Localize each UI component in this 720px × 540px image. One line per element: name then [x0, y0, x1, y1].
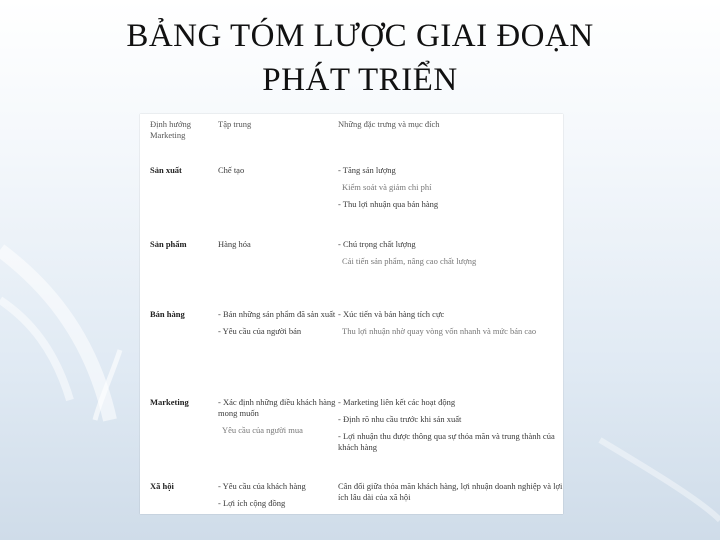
table-row — [140, 165, 563, 239]
feature-item: - Chú trọng chất lượng — [338, 239, 416, 249]
slide-title — [0, 14, 720, 102]
table-row — [140, 481, 563, 521]
title-line-2: PHÁT TRIỂN — [262, 62, 458, 98]
table-header-row — [140, 114, 563, 165]
row-features — [338, 397, 563, 481]
table-row — [140, 397, 563, 481]
focus-item: Yêu cầu của người mua — [222, 425, 303, 435]
feature-item: Kiểm soát và giảm chi phí — [342, 182, 432, 192]
table-row — [140, 309, 563, 397]
row-focus — [218, 397, 338, 481]
feature-item: - Thu lợi nhuận qua bán hàng — [338, 199, 439, 209]
row-focus — [218, 481, 338, 521]
feature-item: Thu lợi nhuận nhờ quay vòng vốn nhanh và mức bán cao — [342, 326, 537, 336]
summary-table — [140, 114, 563, 521]
focus-item: Hàng hóa — [218, 239, 251, 249]
header-orientation: Định hướng Marketing — [150, 119, 191, 140]
feature-item: - Tăng sản lượng — [338, 165, 396, 175]
focus-item: Chế tạo — [218, 165, 245, 175]
feature-item: - Định rõ nhu cầu trước khi sản xuất — [338, 414, 462, 424]
focus-item: - Yêu cầu của người bán — [218, 326, 302, 336]
row-category: Marketing — [150, 397, 189, 407]
row-features — [338, 481, 563, 521]
focus-item: - Lợi ích cộng đồng — [218, 498, 286, 508]
focus-item: - Bán những sản phẩm đã sản xuất — [218, 309, 336, 319]
row-category: Bán hàng — [150, 309, 185, 319]
row-features — [338, 309, 563, 397]
row-features — [338, 165, 563, 239]
row-focus — [218, 239, 338, 309]
focus-item: - Xác định những điều khách hàng mong muốn — [218, 397, 336, 418]
row-focus — [218, 309, 338, 397]
focus-item: - Yêu cầu của khách hàng — [218, 481, 306, 491]
feature-item: - Marketing liên kết các hoạt động — [338, 397, 456, 407]
feature-item: - Lợi nhuận thu được thông qua sự thỏa mãn và trung thành của khách hàng — [338, 431, 555, 452]
row-category: Sản phẩm — [150, 239, 187, 249]
feature-item: Cân đối giữa thỏa mãn khách hàng, lợi nhuận doanh nghiệp và lợi ích lâu dài của xã hội — [338, 481, 563, 502]
title-line-1: BẢNG TÓM LƯỢC GIAI ĐOẠN — [126, 18, 594, 54]
row-category: Xã hội — [150, 481, 174, 491]
table-row — [140, 239, 563, 309]
row-focus — [218, 165, 338, 239]
feature-item: - Xúc tiến và bán hàng tích cực — [338, 309, 445, 319]
feature-item: Cải tiến sản phẩm, nâng cao chất lượng — [342, 256, 477, 266]
header-focus: Tập trung — [218, 119, 252, 129]
summary-table-panel — [140, 114, 563, 514]
row-category: Sản xuất — [150, 165, 182, 175]
header-features: Những đặc trưng và mục đích — [338, 119, 440, 129]
row-features — [338, 239, 563, 309]
